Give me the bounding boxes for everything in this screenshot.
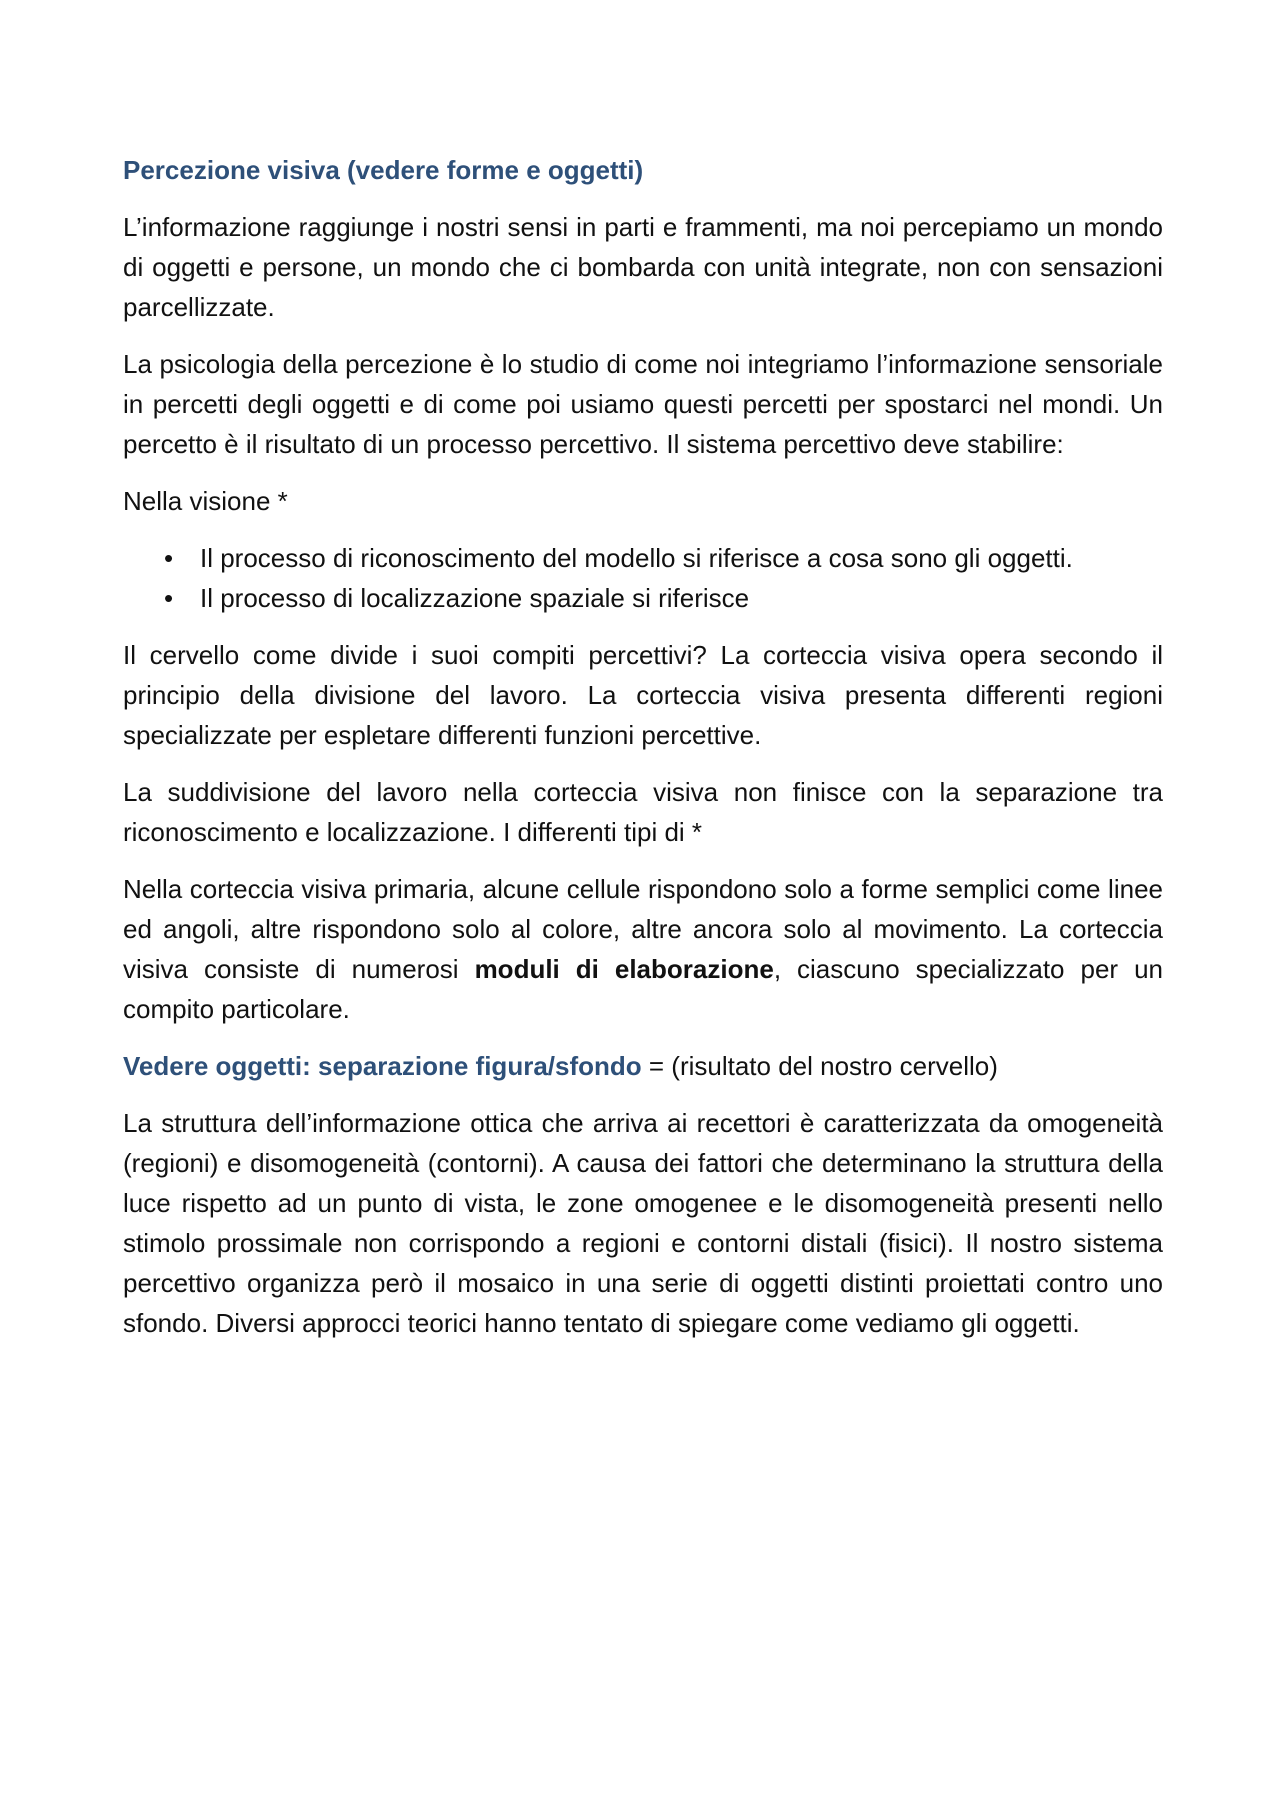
- bold-term-moduli: moduli di elaborazione: [474, 954, 774, 984]
- paragraph-corteccia-primaria: [123, 869, 1163, 1029]
- section-heading-percezione-visiva: Percezione visiva (vedere forme e oggetti): [123, 155, 644, 185]
- list-item: [164, 538, 1163, 578]
- heading-title: Vedere oggetti: separazione figura/sfondo: [123, 1051, 642, 1081]
- bullet-list: [123, 538, 1163, 618]
- text-span: Nella corteccia visiva primaria, alcune cellule rispondono solo a forme semplici come linee ed angoli, altre rispondono solo al colore, altre ancora solo al movimento. La corteccia visiva consiste di numerosi: [123, 874, 1163, 984]
- paragraph-informazione: L’informazione raggiunge i nostri sensi in parti e frammenti, ma noi percepiamo un mondo di oggetti e persone, un mondo che ci bombarda con unità integrate, non con sensazioni parcellizzate.: [123, 212, 1163, 322]
- paragraph-cervello: Il cervello come divide i suoi compiti percettivi? La corteccia visiva opera secondo il principio della divisione del lavoro. La corteccia visiva presenta differenti regioni specializzate per espletare differenti funzioni percettive.: [123, 640, 1163, 750]
- document-page: [123, 150, 1163, 1360]
- list-item-text: Il processo di riconoscimento del modello si riferisce a cosa sono gli oggetti.: [200, 543, 1073, 573]
- paragraph-struttura-informazione: La struttura dell’informazione ottica che arriva ai recettori è caratterizzata da omogeneità (regioni) e disomogeneità (contorni). A causa dei fattori che determinano la struttura della luce rispetto ad un punto di vista, le zone omogenee e le disomogeneità presenti nello stimolo prossimale non corrispondo a regioni e contorni distali (fisici). Il nostro sistema percettivo organizza però il mosaico in una serie di oggetti distinti proiettati contro uno sfondo. Diversi approcci teorici hanno tentato di spiegare come vediamo gli oggetti.: [123, 1108, 1163, 1338]
- bullet-icon: •: [164, 583, 174, 613]
- paragraph-suddivisione-lavoro: La suddivisione del lavoro nella corteccia visiva non finisce con la separazione tra riconoscimento e localizzazione. I differenti tipi di *: [123, 777, 1163, 847]
- list-item-text: Il processo di localizzazione spaziale si riferisce: [200, 583, 750, 613]
- paragraph-nella-visione: Nella visione *: [123, 486, 288, 516]
- bullet-icon: •: [164, 543, 174, 573]
- list-item: [164, 578, 1163, 618]
- section-heading-vedere-oggetti: [123, 1046, 1163, 1086]
- heading-suffix: = (risultato del nostro cervello): [641, 1051, 998, 1081]
- text-span: , ciascuno specializzato per un compito particolare.: [123, 954, 1163, 1024]
- paragraph-psicologia-percezione: La psicologia della percezione è lo studio di come noi integriamo l’informazione sensoriale in percetti degli oggetti e di come poi usiamo questi percetti per spostarci nel mondi. Un percetto è il risultato di un processo percettivo. Il sistema percettivo deve stabilire:: [123, 349, 1163, 459]
